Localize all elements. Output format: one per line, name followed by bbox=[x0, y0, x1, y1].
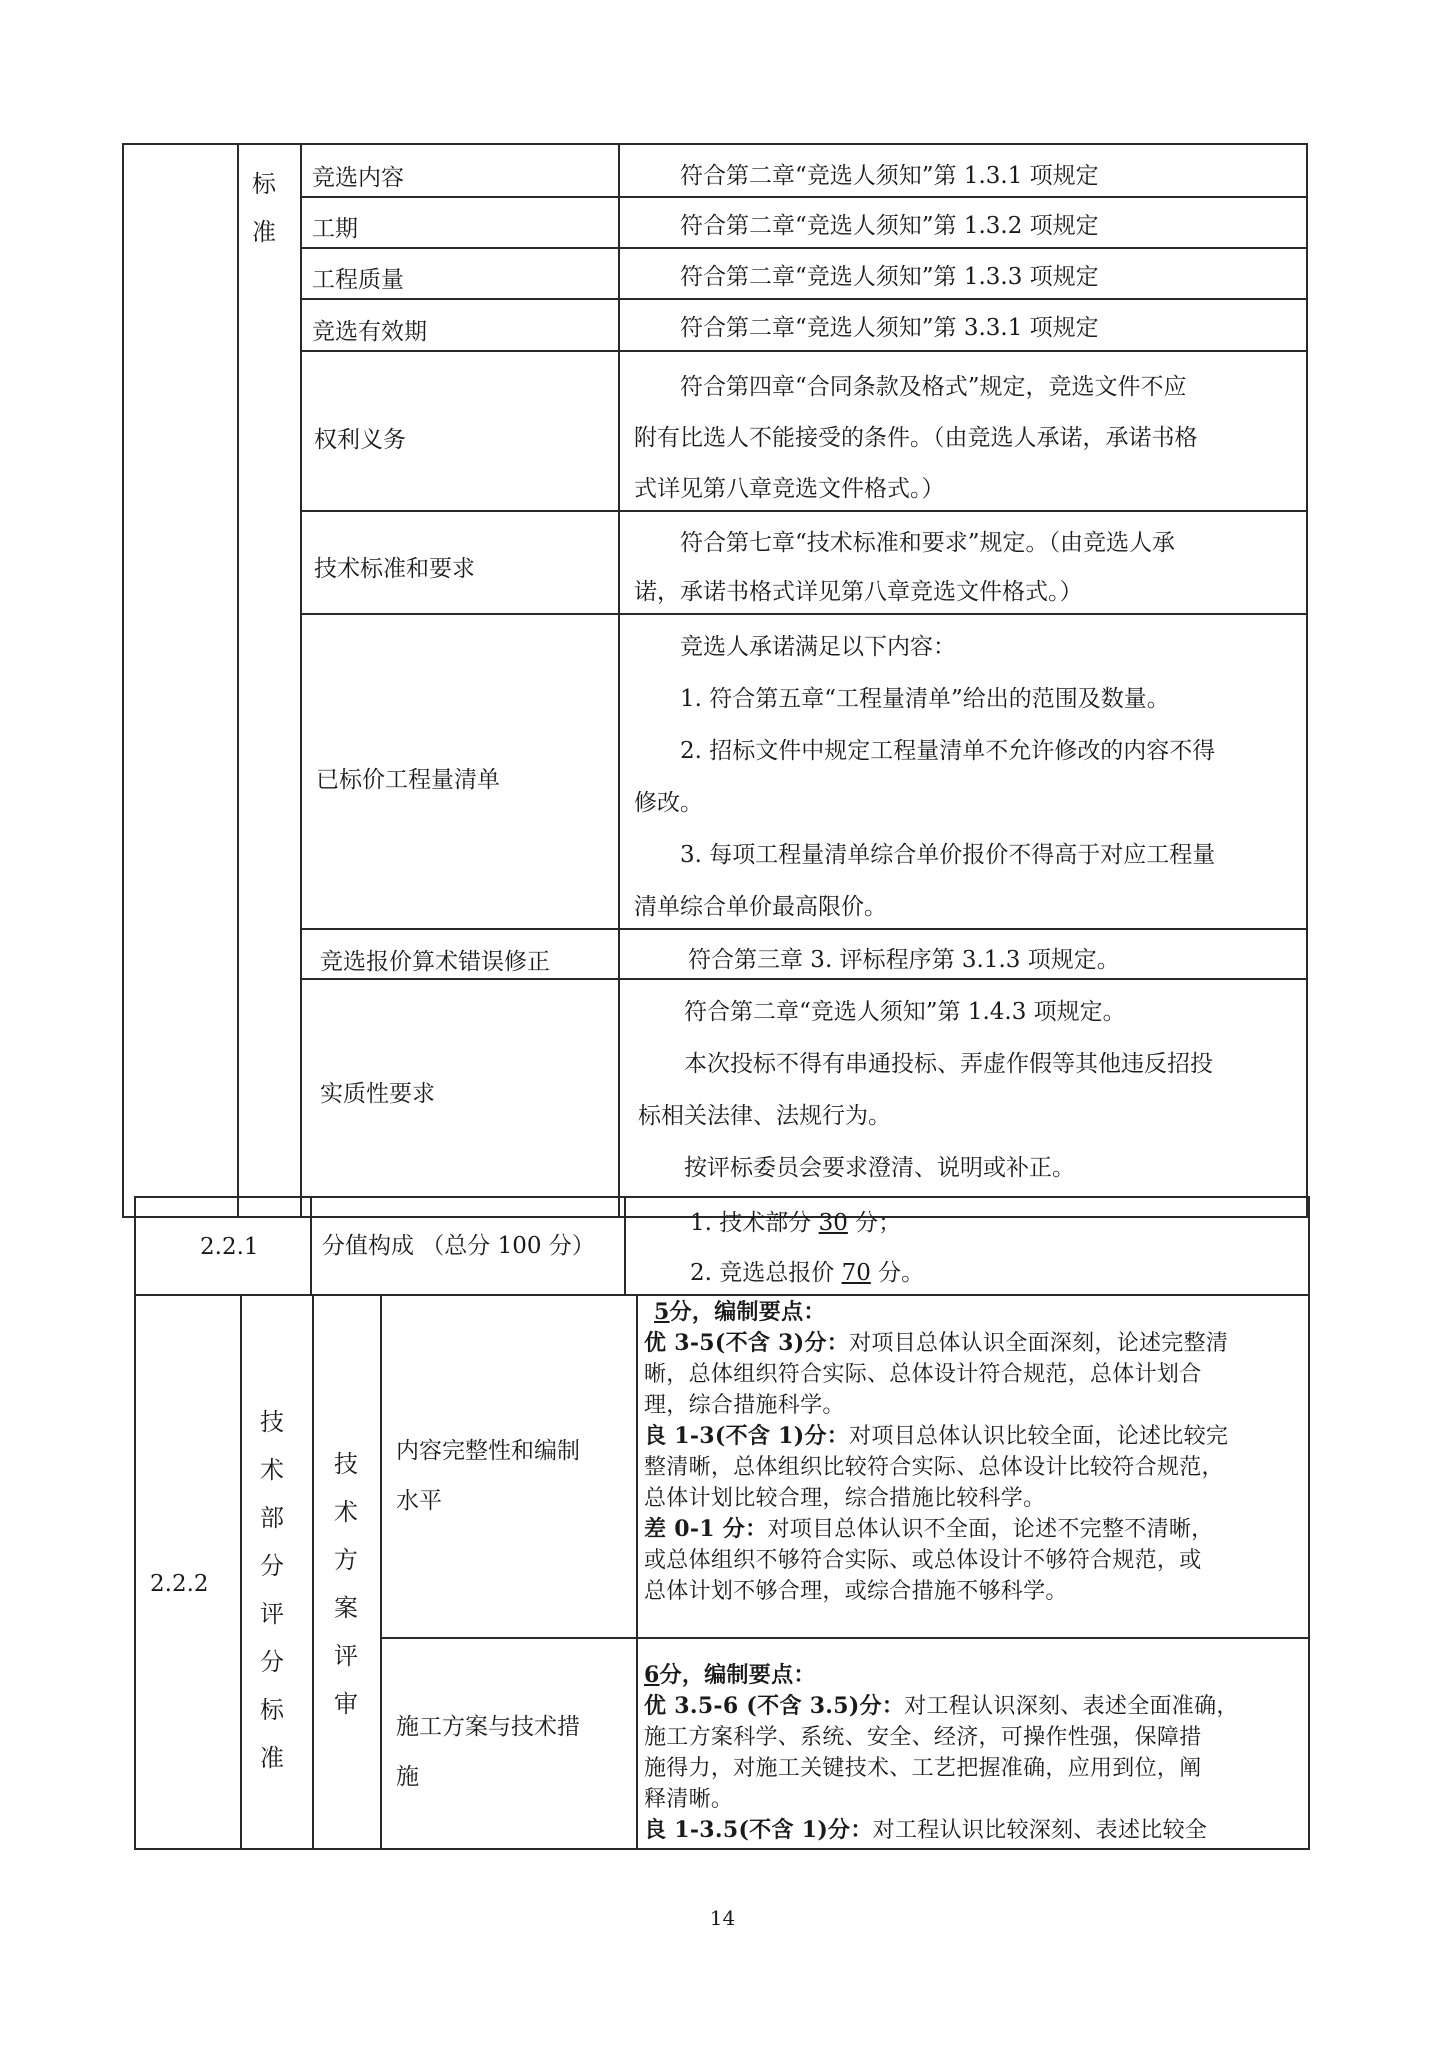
row-label: 竞选内容 bbox=[312, 165, 404, 191]
divider bbox=[300, 978, 1308, 980]
text: 总体计划不够合理，或综合措施不够科学。 bbox=[644, 1579, 1068, 1604]
item2-score-line bbox=[644, 1660, 1304, 1691]
section-number: 2.2.1 bbox=[200, 1234, 259, 1260]
item1-score-line bbox=[644, 1297, 1304, 1328]
item2-content bbox=[644, 1660, 1304, 1846]
divider bbox=[312, 1294, 314, 1850]
text-line bbox=[644, 1390, 1304, 1421]
text-line bbox=[644, 1576, 1304, 1607]
row-content: 符合第二章“竞选人须知”第 1.3.2 项规定 bbox=[680, 213, 1099, 239]
divider bbox=[310, 1196, 312, 1296]
text: 1. 技术部分 bbox=[690, 1210, 819, 1236]
text: 分。 bbox=[870, 1260, 925, 1286]
side-label-tech-scoring: 技术部分评分标准 bbox=[260, 1408, 284, 1772]
text-line: 式详见第八章竞选文件格式。） bbox=[634, 476, 945, 502]
text: 整清晰，总体组织比较符合实际、总体设计比较符合规范， bbox=[644, 1455, 1224, 1480]
rights-content bbox=[634, 362, 1298, 515]
divider bbox=[618, 143, 620, 1218]
text-line: 本次投标不得有串通投标、弄虚作假等其他违反招投 bbox=[684, 1051, 1213, 1077]
text-line bbox=[644, 1359, 1304, 1390]
grade-label: 良 1-3(不含 1)分： bbox=[644, 1423, 850, 1449]
substantive-label: 实质性要求 bbox=[320, 1081, 435, 1107]
grade-label: 优 3-5(不含 3)分： bbox=[644, 1330, 850, 1356]
text-line bbox=[644, 1753, 1304, 1784]
text: 分，编制要点： bbox=[659, 1662, 816, 1688]
side-label-tech-plan-review: 技术方案评审 bbox=[334, 1450, 358, 1718]
text: 分； bbox=[847, 1210, 902, 1236]
tech-standard-label: 技术标准和要求 bbox=[314, 556, 475, 582]
divider bbox=[300, 143, 302, 1218]
score-line-technical bbox=[690, 1198, 1290, 1248]
divider bbox=[240, 1294, 242, 1850]
text-line: 符合第七章“技术标准和要求”规定。（由竞选人承 bbox=[680, 530, 1176, 556]
rights-label: 权利义务 bbox=[314, 427, 406, 453]
text-line bbox=[644, 1691, 1304, 1722]
item1-score: 5 bbox=[654, 1299, 670, 1325]
text: 分，编制要点： bbox=[669, 1299, 826, 1325]
tech-standard-content bbox=[634, 519, 1298, 617]
text-line: 施工方案与技术措 bbox=[396, 1714, 580, 1740]
text-line: 符合第二章“竞选人须知”第 1.4.3 项规定。 bbox=[684, 999, 1126, 1025]
text-line: 附有比选人不能接受的条件。（由竞选人承诺，承诺书格 bbox=[634, 425, 1198, 451]
score-composition-label: 分值构成 （总分 100 分） bbox=[322, 1233, 595, 1259]
row-content: 符合第二章“竞选人须知”第 1.3.3 项规定 bbox=[680, 264, 1099, 290]
text: 施工方案科学、系统、安全、经济，可操作性强，保障措 bbox=[644, 1725, 1202, 1750]
divider bbox=[300, 247, 1308, 249]
text: 释清晰。 bbox=[644, 1787, 734, 1812]
text-line: 竞选人承诺满足以下内容： bbox=[680, 634, 956, 660]
text: 对项目总体认识不全面，论述不完整不清晰， bbox=[767, 1517, 1214, 1542]
score-composition-content bbox=[690, 1198, 1290, 1298]
text: 对项目总体认识比较全面，论述比较完 bbox=[849, 1424, 1229, 1449]
side-label-standard: 标准 bbox=[252, 170, 276, 246]
item2-score: 6 bbox=[644, 1662, 660, 1688]
priced-list-content bbox=[634, 621, 1298, 933]
text-line: 清单综合单价最高限价。 bbox=[634, 894, 887, 920]
grade-label: 优 3.5-6 (不含 3.5)分： bbox=[644, 1693, 905, 1719]
technical-score-value: 30 bbox=[818, 1210, 848, 1236]
text: 2. 竞选总报价 bbox=[690, 1260, 842, 1286]
text-line bbox=[644, 1483, 1304, 1514]
error-fix-content: 符合第三章 3. 评标程序第 3.1.3 项规定。 bbox=[688, 947, 1120, 973]
text-line bbox=[644, 1421, 1304, 1452]
section-number: 2.2.2 bbox=[150, 1571, 209, 1597]
text: 对工程认识深刻、表述全面准确， bbox=[904, 1694, 1239, 1719]
price-score-value: 70 bbox=[841, 1260, 871, 1286]
divider bbox=[636, 1294, 638, 1850]
divider bbox=[380, 1294, 382, 1850]
text-line: 内容完整性和编制 bbox=[396, 1438, 580, 1464]
text-line bbox=[644, 1784, 1304, 1815]
text-line: 诺，承诺书格式详见第八章竞选文件格式。） bbox=[634, 579, 1083, 605]
page-number: 14 bbox=[709, 1906, 736, 1930]
item2-label bbox=[396, 1702, 626, 1802]
text: 总体计划比较合理，综合措施比较科学。 bbox=[644, 1486, 1046, 1511]
divider bbox=[300, 350, 1308, 352]
priced-list-label: 已标价工程量清单 bbox=[316, 767, 500, 793]
error-fix-label: 竞选报价算术错误修正 bbox=[320, 949, 550, 975]
text-line bbox=[644, 1452, 1304, 1483]
row-content: 符合第二章“竞选人须知”第 1.3.1 项规定 bbox=[680, 163, 1099, 189]
substantive-content bbox=[638, 986, 1300, 1194]
text-line: 施 bbox=[396, 1764, 419, 1790]
text: 晰，总体组织符合实际、总体设计符合规范，总体计划合 bbox=[644, 1362, 1202, 1387]
text: 理，综合措施科学。 bbox=[644, 1393, 845, 1418]
row-label: 工期 bbox=[312, 216, 358, 242]
text-line: 2. 招标文件中规定工程量清单不允许修改的内容不得 bbox=[680, 738, 1216, 764]
text-line bbox=[644, 1514, 1304, 1545]
text-line: 3. 每项工程量清单综合单价报价不得高于对应工程量 bbox=[680, 842, 1216, 868]
grade-label: 差 0-1 分： bbox=[644, 1516, 768, 1542]
row-label: 竞选有效期 bbox=[312, 319, 427, 345]
text: 对工程认识比较深刻、表述比较全 bbox=[872, 1818, 1208, 1843]
divider bbox=[300, 196, 1308, 198]
text-line: 修改。 bbox=[634, 790, 703, 816]
text-line bbox=[644, 1328, 1304, 1359]
text-line: 1. 符合第五章“工程量清单”给出的范围及数量。 bbox=[680, 686, 1170, 712]
text-line bbox=[644, 1545, 1304, 1576]
text-line: 按评标委员会要求澄清、说明或补正。 bbox=[684, 1155, 1075, 1181]
divider bbox=[300, 298, 1308, 300]
text-line: 水平 bbox=[396, 1488, 442, 1514]
grade-label: 良 1-3.5(不含 1)分： bbox=[644, 1817, 873, 1843]
text-line: 符合第四章“合同条款及格式”规定，竞选文件不应 bbox=[680, 374, 1187, 400]
text: 施得力，对施工关键技术、工艺把握准确，应用到位，阐 bbox=[644, 1756, 1202, 1781]
divider bbox=[237, 143, 239, 1218]
text-line bbox=[644, 1722, 1304, 1753]
item1-content bbox=[644, 1297, 1304, 1607]
item1-label bbox=[396, 1426, 626, 1526]
divider bbox=[624, 1196, 626, 1296]
divider bbox=[380, 1637, 1310, 1639]
text-line bbox=[644, 1815, 1304, 1846]
text: 或总体组织不够符合实际、或总体设计不够符合规范，或 bbox=[644, 1548, 1202, 1573]
score-line-price bbox=[690, 1248, 1290, 1298]
text-line: 标相关法律、法规行为。 bbox=[638, 1103, 891, 1129]
text: 对项目总体认识全面深刻，论述完整清 bbox=[849, 1331, 1229, 1356]
row-label: 工程质量 bbox=[312, 267, 404, 293]
row-content: 符合第二章“竞选人须知”第 3.3.1 项规定 bbox=[680, 315, 1099, 341]
